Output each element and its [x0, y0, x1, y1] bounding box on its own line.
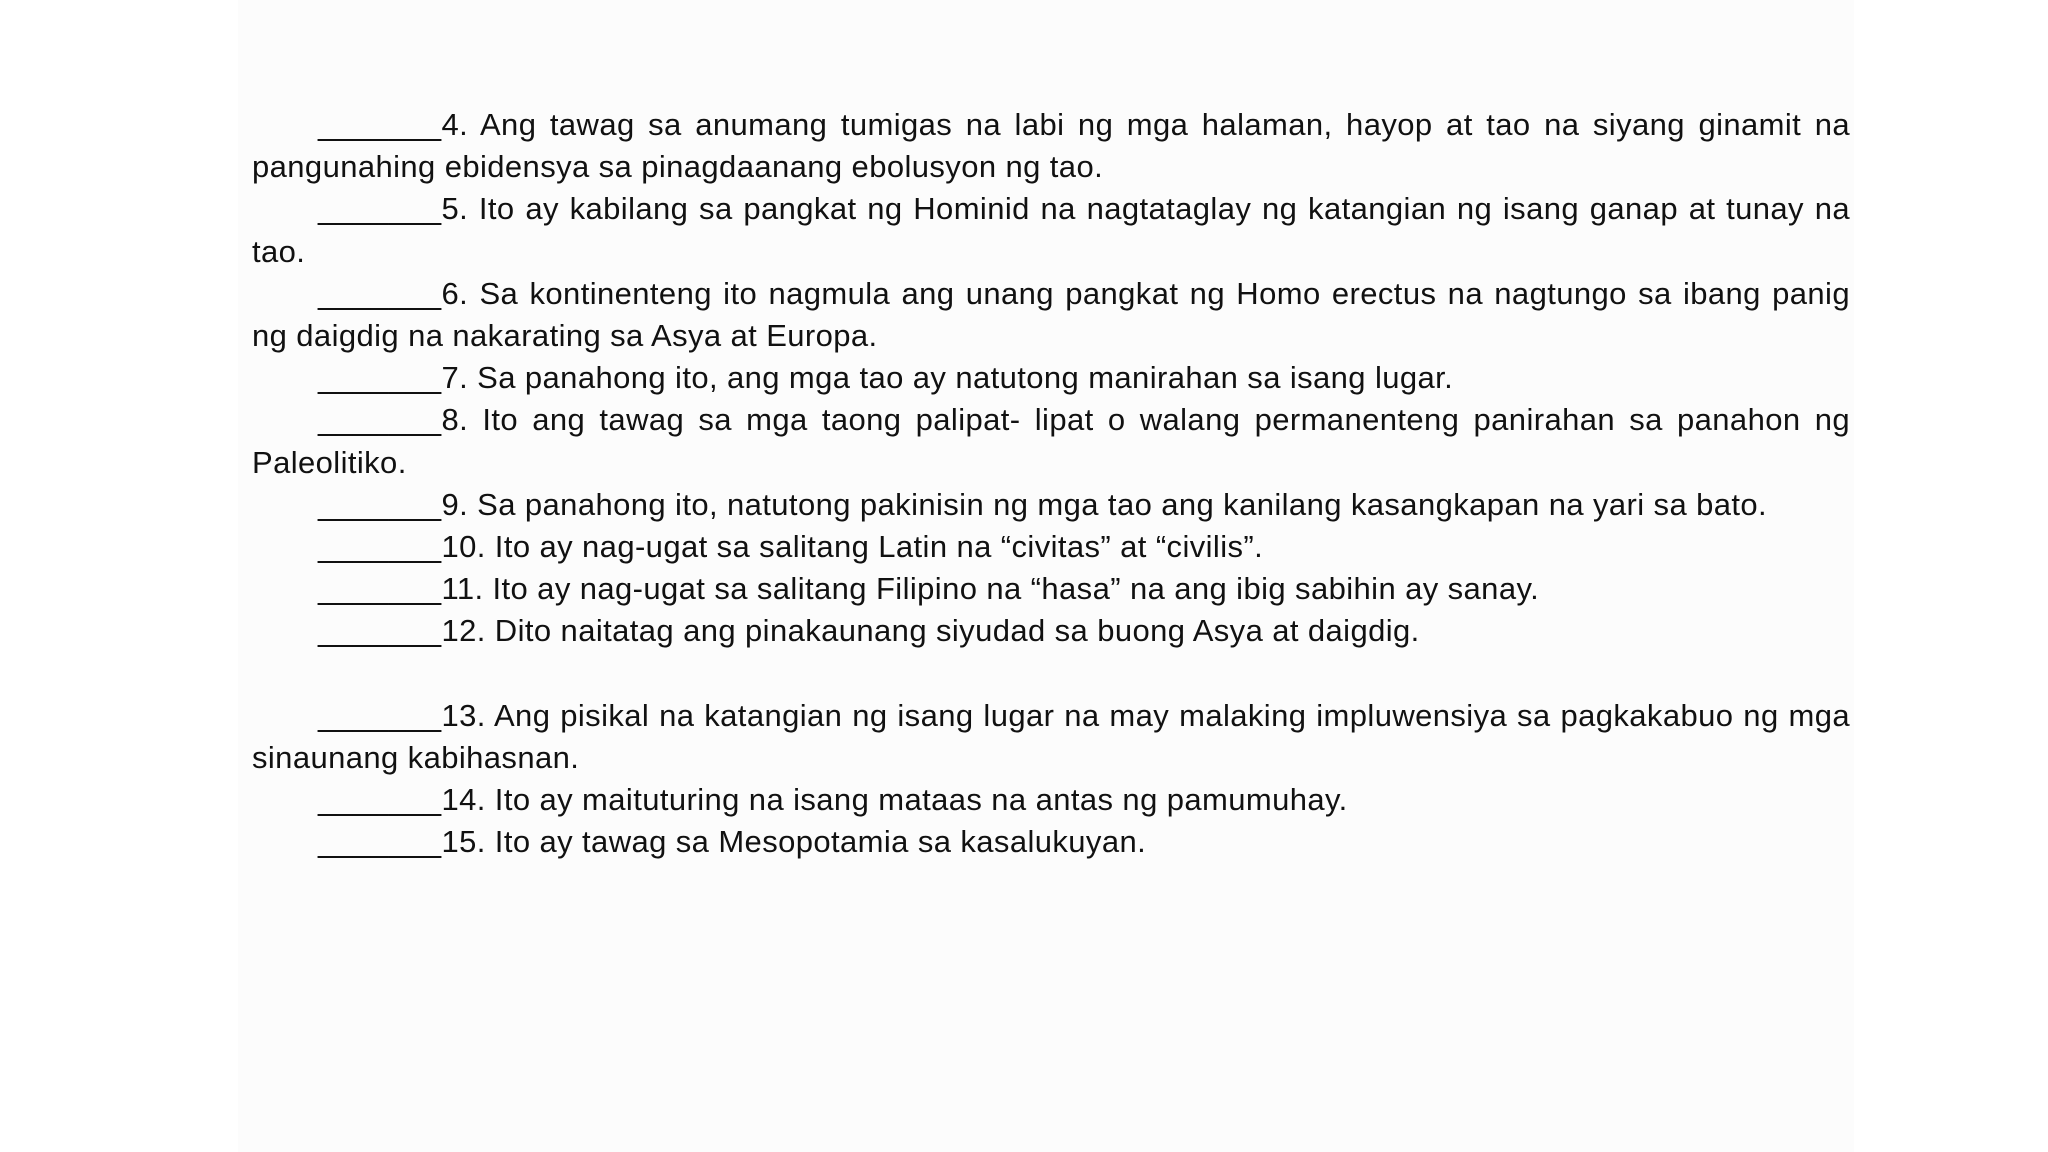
answer-blank: _______: [318, 613, 442, 649]
answer-blank: _______: [318, 571, 442, 607]
answer-blank: _______: [318, 191, 442, 227]
answer-blank: _______: [318, 697, 442, 733]
question-item-12: [252, 610, 1850, 652]
question-item-15: [252, 821, 1850, 863]
answer-blank: _______: [318, 275, 442, 311]
answer-blank: _______: [318, 486, 442, 522]
question-text: 14. Ito ay maituturing na isang mataas na antas ng pamumuhay.: [441, 782, 1348, 818]
question-text: 7. Sa panahong ito, ang mga tao ay natutong manirahan sa isang lugar.: [441, 360, 1454, 396]
question-item-10: [252, 526, 1850, 568]
answer-blank: _______: [318, 360, 442, 396]
question-list: [252, 104, 1850, 863]
question-item-13: [252, 695, 1850, 779]
question-text: 15. Ito ay tawag sa Mesopotamia sa kasalukuyan.: [441, 824, 1147, 860]
question-text: 12. Dito naitatag ang pinakaunang siyudad sa buong Asya at daigdig.: [441, 613, 1420, 649]
question-item-6: [252, 273, 1850, 357]
answer-blank: _______: [318, 824, 442, 860]
answer-blank: _______: [318, 107, 442, 142]
question-text: 8. Ito ang tawag sa mga taong palipat- lipat o walang permanenteng panirahan sa panahon ng Paleolitiko.: [252, 402, 1850, 480]
question-text: 11. Ito ay nag-ugat sa salitang Filipino na “hasa” na ang ibig sabihin ay sanay.: [441, 571, 1540, 607]
question-text: 9. Sa panahong ito, natutong pakinisin ng mga tao ang kanilang kasangkapan na yari sa bato.: [441, 486, 1768, 522]
question-item-11: [252, 568, 1850, 610]
question-item-5: [252, 188, 1850, 272]
question-item-4: [252, 104, 1850, 188]
question-text: 6. Sa kontinenteng ito nagmula ang unang pangkat ng Homo erectus na nagtungo sa ibang panig ng daigdig na nakarating sa Asya at Europa.: [252, 275, 1850, 354]
answer-blank: _______: [318, 402, 442, 438]
question-item-9: [252, 484, 1850, 526]
question-text: 10. Ito ay nag-ugat sa salitang Latin na “civitas” at “civilis”.: [441, 529, 1264, 565]
question-text: 13. Ang pisikal na katangian ng isang lugar na may malaking impluwensiya sa pagkakabuo ng mga sinaunang kabihasnan.: [252, 697, 1850, 775]
question-item-8: [252, 399, 1850, 483]
answer-blank: _______: [318, 782, 442, 818]
answer-blank: _______: [318, 529, 442, 565]
question-item-7: [252, 357, 1850, 399]
question-text: 4. Ang tawag sa anumang tumigas na labi ng mga halaman, hayop at tao na siyang ginamit na pangunahing ebidensya sa pinagdaanang ebolusyon ng tao.: [252, 107, 1850, 185]
question-text: 5. Ito ay kabilang sa pangkat ng Hominid na nagtataglay ng katangian ng isang ganap at tunay na tao.: [252, 191, 1850, 269]
question-item-14: [252, 779, 1850, 821]
